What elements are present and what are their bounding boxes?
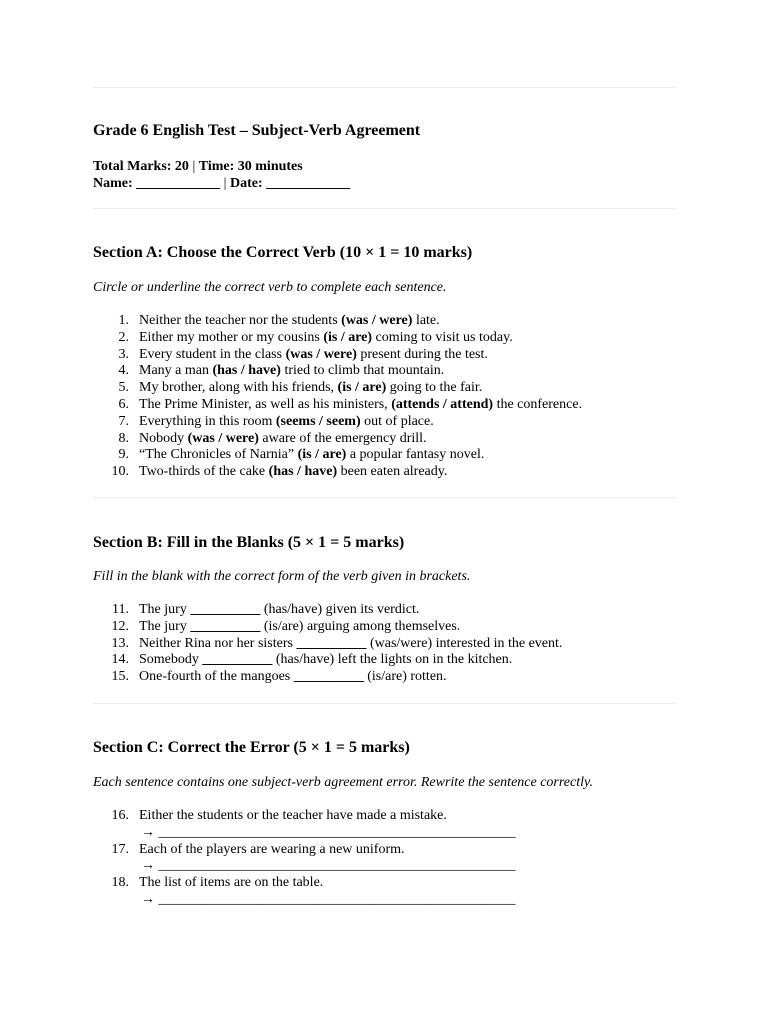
- item-text: (has/have) given its verdict.: [260, 602, 420, 617]
- item-number: 14.: [111, 652, 129, 668]
- item-text: (is/are) rotten.: [363, 669, 447, 685]
- item-text: Neither the teacher nor the students: [139, 313, 342, 328]
- item-text: (is/are) arguing among themselves.: [260, 618, 461, 634]
- time-limit: Time: 30 minutes: [198, 159, 303, 174]
- test-meta: [93, 158, 350, 192]
- item-text: aware of the emergency drill.: [258, 430, 427, 446]
- total-marks: Total Marks: 20: [93, 159, 189, 174]
- item-text: late.: [412, 313, 440, 328]
- list-item: [93, 363, 582, 380]
- list-item: [93, 347, 582, 364]
- answer-line[interactable]: → ___________________________________________________: [141, 824, 516, 840]
- item-number: 11.: [112, 602, 129, 617]
- item-number: 5.: [118, 380, 129, 396]
- name-date-line: [93, 175, 350, 192]
- answer-line[interactable]: → ___________________________________________________: [141, 858, 516, 874]
- item-text: Either my mother or my cousins: [139, 329, 324, 345]
- item-number: 15.: [111, 669, 129, 685]
- divider: [93, 703, 676, 704]
- item-number: 1.: [118, 313, 129, 328]
- verb-choice[interactable]: (is / are): [337, 380, 387, 396]
- item-text: The jury: [139, 602, 191, 617]
- list-item: [93, 414, 582, 431]
- section-c-instruction: Each sentence contains one subject-verb agreement error. Rewrite the sentence correctly.: [93, 775, 593, 790]
- list-item: [93, 842, 516, 876]
- date-field[interactable]: Date: ____________: [229, 176, 351, 191]
- item-text: the conference.: [493, 396, 583, 412]
- section-a-title: Section A: Choose the Correct Verb (10 × 1 = 10 marks): [93, 244, 473, 261]
- verb-choice[interactable]: (was / were): [187, 430, 259, 446]
- answer-blank[interactable]: __________: [293, 669, 364, 685]
- item-text: coming to visit us today.: [372, 329, 513, 345]
- item-text: Somebody: [139, 652, 203, 668]
- item-number: 7.: [118, 413, 129, 429]
- verb-choice[interactable]: (has / have): [212, 363, 281, 379]
- marks-time-line: [93, 158, 350, 175]
- list-item: [93, 636, 562, 653]
- section-c-list: [93, 808, 516, 909]
- list-item: [93, 602, 562, 619]
- divider: [93, 87, 676, 88]
- item-text: a popular fantasy novel.: [346, 447, 485, 463]
- item-text: Many a man: [139, 363, 213, 379]
- item-text: (was/were) interested in the event.: [366, 635, 563, 651]
- answer-line[interactable]: → ___________________________________________________: [141, 891, 516, 907]
- item-text: Nobody: [139, 430, 188, 446]
- item-text: going to the fair.: [386, 380, 483, 396]
- answer-blank[interactable]: __________: [296, 635, 367, 651]
- item-text: The Prime Minister, as well as his ministers,: [139, 396, 392, 412]
- section-a-list: [93, 313, 582, 481]
- answer-blank[interactable]: __________: [190, 618, 261, 634]
- list-item: [93, 808, 516, 842]
- item-text: (has/have) left the lights on in the kitchen.: [272, 652, 513, 668]
- item-text: My brother, along with his friends,: [139, 380, 338, 396]
- list-item: [93, 431, 582, 448]
- item-text: present during the test.: [356, 346, 488, 362]
- item-number: 4.: [118, 363, 129, 379]
- item-number: 17.: [111, 841, 129, 857]
- item-number: 13.: [111, 635, 129, 651]
- list-item: [93, 875, 516, 909]
- verb-choice[interactable]: (was / were): [341, 313, 413, 328]
- section-b-instruction: Fill in the blank with the correct form of the verb given in brackets.: [93, 569, 471, 584]
- list-item: [93, 464, 582, 481]
- name-field[interactable]: Name: ____________: [93, 176, 221, 191]
- item-number: 9.: [118, 447, 129, 463]
- verb-choice[interactable]: (is / are): [323, 329, 373, 345]
- item-text: One-fourth of the mangoes: [139, 669, 294, 685]
- meta-separator: |: [188, 159, 199, 174]
- list-item: [93, 447, 582, 464]
- answer-blank[interactable]: __________: [202, 652, 273, 668]
- list-item: [93, 380, 582, 397]
- test-title: Grade 6 English Test – Subject-Verb Agreement: [93, 122, 421, 139]
- item-text: “The Chronicles of Narnia”: [139, 447, 298, 463]
- verb-choice[interactable]: (was / were): [285, 346, 357, 362]
- item-text: been eaten already.: [337, 464, 448, 480]
- list-item: [93, 397, 582, 414]
- item-text: Either the students or the teacher have made a mistake.: [139, 808, 447, 823]
- item-number: 16.: [111, 808, 129, 823]
- item-number: 3.: [118, 346, 129, 362]
- answer-blank[interactable]: __________: [190, 602, 261, 617]
- item-text: The jury: [139, 618, 191, 634]
- item-text: Two-thirds of the cake: [139, 464, 269, 480]
- item-text: Everything in this room: [139, 413, 276, 429]
- divider: [93, 497, 676, 498]
- item-number: 10.: [111, 464, 129, 480]
- item-number: 18.: [111, 875, 129, 891]
- section-a-instruction: Circle or underline the correct verb to complete each sentence.: [93, 280, 447, 295]
- item-number: 6.: [118, 396, 129, 412]
- list-item: [93, 652, 562, 669]
- list-item: [93, 330, 582, 347]
- verb-choice[interactable]: (has / have): [268, 464, 338, 480]
- item-number: 12.: [111, 618, 129, 634]
- section-b-list: [93, 602, 562, 686]
- divider: [93, 208, 676, 209]
- verb-choice[interactable]: (is / are): [297, 447, 347, 463]
- list-item: [93, 313, 582, 330]
- list-item: [93, 669, 562, 686]
- section-b-title: Section B: Fill in the Blanks (5 × 1 = 5 marks): [93, 534, 405, 551]
- item-text: Each of the players are wearing a new uniform.: [139, 841, 405, 857]
- verb-choice[interactable]: (attends / attend): [391, 396, 494, 412]
- verb-choice[interactable]: (seems / seem): [275, 413, 361, 429]
- item-text: Every student in the class: [139, 346, 286, 362]
- section-c-title: Section C: Correct the Error (5 × 1 = 5 marks): [93, 739, 410, 756]
- item-text: tried to climb that mountain.: [280, 363, 445, 379]
- item-number: 2.: [118, 329, 129, 345]
- item-text: The list of items are on the table.: [139, 875, 324, 891]
- list-item: [93, 619, 562, 636]
- meta-separator: |: [220, 176, 230, 191]
- item-text: out of place.: [360, 413, 434, 429]
- item-number: 8.: [118, 430, 129, 446]
- item-text: Neither Rina nor her sisters: [139, 635, 297, 651]
